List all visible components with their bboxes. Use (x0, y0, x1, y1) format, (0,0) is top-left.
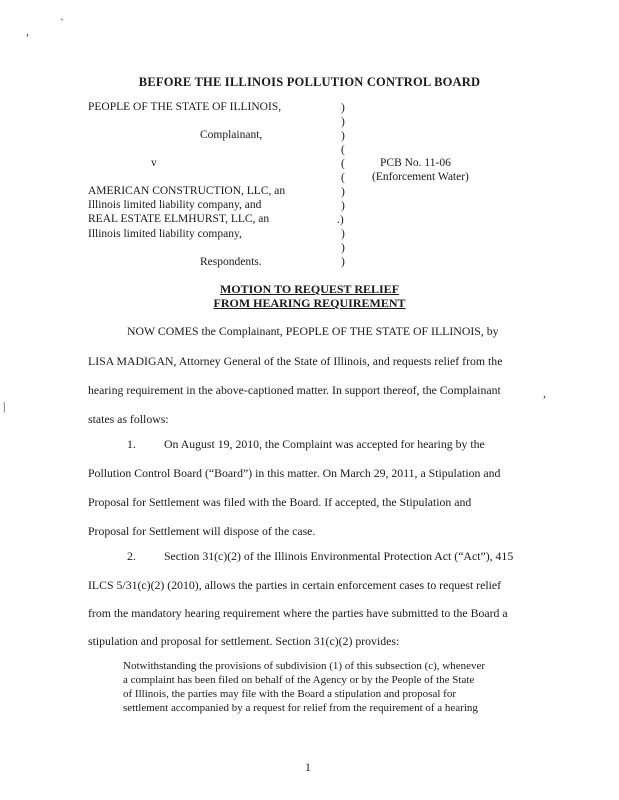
caption-versus: v (151, 157, 157, 169)
body-line: stipulation and proposal for settlement. Section 31(c)(2) provides: (88, 634, 400, 648)
body-line: Pollution Control Board (“Board”) in this matter. On March 29, 2011, a Stipulation and (88, 466, 501, 480)
caption-defendant-line: Illinois limited liability company, (88, 228, 242, 240)
caption-paren: ( (341, 158, 345, 170)
caption-paren: ) (341, 242, 345, 254)
caption-defendant-line: AMERICAN CONSTRUCTION, LLC, an (88, 185, 286, 197)
quote-line: a complaint has been filed on behalf of the Agency or by the People of the State (123, 674, 475, 686)
scan-mark: , (543, 386, 546, 400)
scan-mark: ` (60, 16, 64, 30)
caption-paren: ( (341, 172, 345, 184)
paragraph-number: 2. (127, 549, 136, 563)
caption-plaintiff: PEOPLE OF THE STATE OF ILLINOIS, (88, 101, 282, 113)
caption-paren: ) (341, 186, 345, 198)
caption-defendant-line: Illinois limited liability company, and (88, 199, 262, 211)
caption-paren: ) (341, 116, 345, 128)
body-line: hearing requirement in the above-captioned matter. In support thereof, the Complainant (88, 383, 501, 397)
body-line: Proposal for Settlement will dispose of the case. (88, 524, 316, 538)
case-number: PCB No. 11-06 (380, 157, 451, 169)
body-line: NOW COMES the Complainant, PEOPLE OF THE STATE OF ILLINOIS, by (127, 324, 499, 338)
caption-paren: .) (337, 214, 344, 226)
body-line: Section 31(c)(2) of the Illinois Environmental Protection Act (“Act”), 415 (164, 549, 514, 563)
quote-line: Notwithstanding the provisions of subdivision (1) of this subsection (c), whenever (123, 660, 486, 672)
paragraph-number: 1. (127, 437, 136, 451)
scan-mark: , (26, 24, 29, 38)
page-number: 1 (305, 760, 311, 774)
board-title: BEFORE THE ILLINOIS POLLUTION CONTROL BOARD (138, 75, 481, 89)
body-line: ILCS 5/31(c)(2) (2010), allows the parties in certain enforcement cases to request relief (88, 578, 502, 592)
motion-title-line: MOTION TO REQUEST RELIEF (219, 282, 400, 296)
body-line: Proposal for Settlement was filed with the Board. If accepted, the Stipulation and (88, 495, 472, 509)
caption-paren: ) (341, 130, 345, 142)
scan-mark: | (3, 399, 6, 413)
body-line: states as follows: (88, 412, 169, 426)
caption-paren: ) (341, 256, 345, 268)
body-line: LISA MADIGAN, Attorney General of the State of Illinois, and requests relief from the (88, 354, 503, 368)
caption-paren: ) (341, 102, 345, 114)
body-line: from the mandatory hearing requirement where the parties have submitted to the Board a (88, 606, 508, 620)
caption-paren: ) (341, 200, 345, 212)
body-line: On August 19, 2010, the Complaint was accepted for hearing by the (164, 437, 485, 451)
quote-line: settlement accompanied by a request for relief from the requirement of a hearing (123, 702, 478, 714)
motion-title-line: FROM HEARING REQUIREMENT (213, 296, 406, 310)
caption-paren: ) (341, 228, 345, 240)
caption-plaintiff-role: Complainant, (200, 129, 263, 141)
caption-paren: ( (341, 144, 345, 156)
caption-defendant-line: REAL ESTATE ELMHURST, LLC, an (88, 213, 270, 225)
case-type: (Enforcement Water) (372, 171, 469, 183)
quote-line: of Illinois, the parties may file with the Board a stipulation and proposal for (123, 688, 456, 700)
caption-defendant-role: Respondents. (200, 256, 262, 268)
